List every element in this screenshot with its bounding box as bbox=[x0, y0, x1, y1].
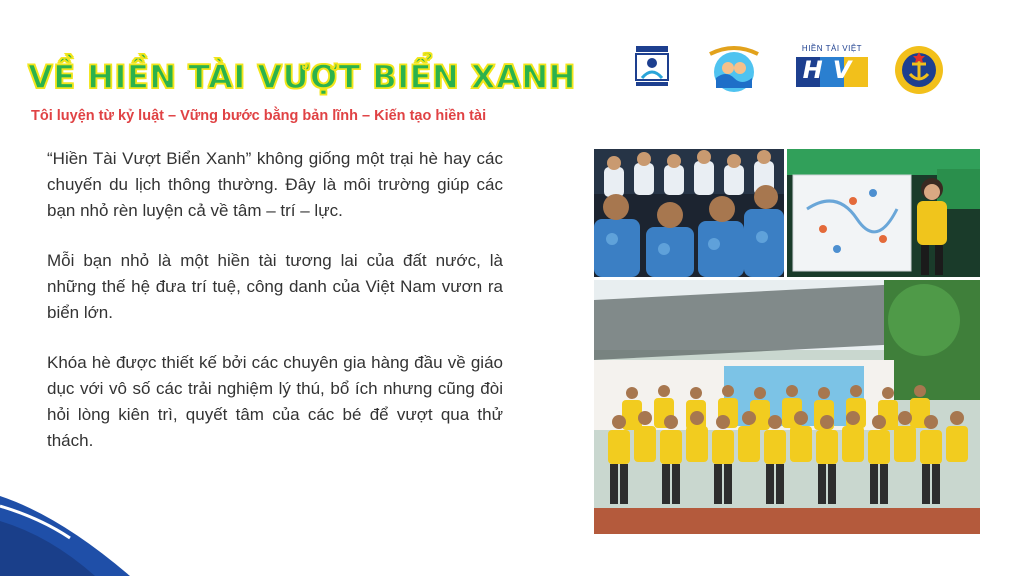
photo-map-presentation bbox=[787, 149, 980, 277]
intro-text bbox=[47, 146, 503, 478]
paragraph: Khóa hè được thiết kế bởi các chuyên gia hàng đầu về giáo dục với vô số các trải nghiệm lý thú, bổ ích nhưng cũng đòi hỏi lòng kiên trì, quyết tâm của các bé để vượt qua thử thách. bbox=[47, 353, 503, 450]
page-subtitle: Tôi luyện từ kỷ luật – Vững bước bằng bản lĩnh – Kiến tạo hiền tài bbox=[31, 108, 487, 124]
photo-students-uniform bbox=[594, 149, 784, 277]
paragraph: “Hiền Tài Vượt Biển Xanh” không giống một trại hè hay các chuyến du lịch thông thường. Đây là môi trường giúp các bạn nhỏ rèn luyện cả về tâm – trí – lực. bbox=[47, 149, 503, 220]
school-logo-icon bbox=[632, 44, 672, 90]
wave-decoration-icon bbox=[0, 476, 130, 576]
partner-logos bbox=[632, 44, 952, 96]
photo-collage bbox=[594, 149, 980, 534]
hien-tai-viet-letters: HV bbox=[802, 56, 862, 84]
navy-emblem-icon bbox=[894, 44, 944, 96]
paragraph: Mỗi bạn nhỏ là một hiền tài tương lai của đất nước, là những thế hệ đưa trí tuệ, công danh của Việt Nam vươn ra biển lớn. bbox=[47, 251, 503, 322]
page-title: VỀ HIỀN TÀI VƯỢT BIỂN XANH bbox=[28, 58, 576, 96]
photo-group-yellow-shirts bbox=[594, 280, 980, 534]
hien-tai-viet-logo bbox=[796, 44, 868, 87]
hien-tai-viet-caption: HIỀN TÀI VIỆT bbox=[801, 44, 863, 53]
hien-tai-vuot-bien-xanh-logo-icon bbox=[704, 44, 764, 94]
